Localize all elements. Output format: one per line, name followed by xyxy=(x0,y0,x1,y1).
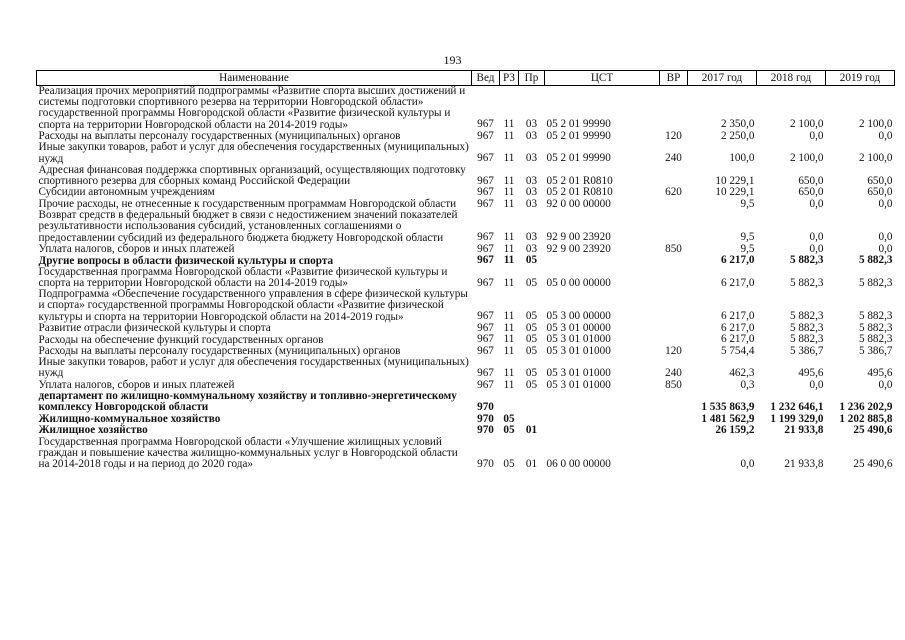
row-pr-cell: 03 xyxy=(525,242,538,255)
row-2018-cell: 5 882,3 xyxy=(789,276,824,289)
row-2019-cell: 1 236 202,9 xyxy=(839,401,893,414)
page-number: 193 xyxy=(443,53,462,67)
row-cst-cell: 05 3 01 01000 xyxy=(546,378,611,391)
row-name-cell: департамент по жилищно-коммунальному хозяйству и топливно-энергетическому комплексу Новгородской области xyxy=(38,390,457,414)
header-2017: 2017 год xyxy=(688,71,757,86)
row-ved-cell: 967 xyxy=(477,197,494,210)
row-cst-cell: 05 2 01 R0810 xyxy=(546,174,613,187)
row-2018-cell: 0,0 xyxy=(809,242,824,255)
row-2019-cell: 5 882,3 xyxy=(858,254,893,267)
row-2017-cell: 100,0 xyxy=(729,152,755,165)
row-name-cell: Жилищное хозяйство xyxy=(38,424,148,437)
row-pr-cell xyxy=(519,391,545,413)
row-cst-cell: 05 3 01 01000 xyxy=(546,333,611,346)
row-name-cell: Другие вопросы в области физической культуры и спорта xyxy=(38,254,334,267)
table-row xyxy=(37,289,895,323)
header-cst: ЦСТ xyxy=(545,71,660,86)
row-name-cell: Уплата налогов, сборов и иных платежей xyxy=(38,378,235,391)
row-rz-cell: 11 xyxy=(503,242,515,255)
row-pr-cell: 01 xyxy=(525,457,538,470)
header-pr: Пр xyxy=(519,71,545,86)
row-rz-cell: 05 xyxy=(503,457,515,470)
row-rz-cell xyxy=(500,391,519,413)
row-rz-cell: 05 xyxy=(503,424,515,437)
row-name-cell: Расходы на выплаты персоналу государственных (муниципальных) органов xyxy=(38,130,401,143)
row-cst-cell: 05 2 01 99990 xyxy=(546,152,611,165)
table-row xyxy=(37,244,895,256)
row-cst-cell: 05 2 01 99990 xyxy=(546,129,611,142)
row-2018-cell: 2 100,0 xyxy=(789,118,824,131)
row-pr-cell: 05 xyxy=(525,310,538,323)
row-2019-cell: 2 100,0 xyxy=(858,118,893,131)
row-2018-cell: 0,0 xyxy=(809,129,824,142)
row-rz-cell: 05 xyxy=(503,412,515,425)
table-row xyxy=(37,187,895,199)
row-2018-cell: 2 100,0 xyxy=(789,152,824,165)
row-name-cell: Расходы на выплаты персоналу государственных (муниципальных) органов xyxy=(38,345,401,358)
row-2017-cell: 9,5 xyxy=(740,242,755,255)
row-cst-cell: 05 3 00 00000 xyxy=(546,310,611,323)
row-2017-cell: 6 217,0 xyxy=(720,310,755,323)
row-2018-cell: 5 882,3 xyxy=(789,254,824,267)
row-name-cell: Жилищно-коммунальное хозяйство xyxy=(38,412,221,425)
row-ved-cell: 967 xyxy=(477,242,494,255)
row-2019-cell: 0,0 xyxy=(878,197,893,210)
row-2018-cell: 650,0 xyxy=(798,174,824,187)
row-2019-cell: 5 882,3 xyxy=(858,310,893,323)
row-rz-cell: 11 xyxy=(503,174,515,187)
table-row xyxy=(37,323,895,335)
row-2019-cell: 0,0 xyxy=(878,231,893,244)
row-vr-cell: 120 xyxy=(665,344,682,357)
row-pr-cell: 05 xyxy=(525,378,538,391)
table-row xyxy=(37,391,895,413)
table-row xyxy=(37,255,895,267)
row-rz-cell: 11 xyxy=(503,254,515,267)
row-name-cell: Прочие расходы, не отнесенные к государственным программам Новгородской области xyxy=(38,197,457,210)
table-row xyxy=(37,357,895,379)
row-2017-cell: 0,3 xyxy=(740,378,755,391)
row-2017-cell: 26 159,2 xyxy=(715,424,755,437)
table-row xyxy=(37,165,895,187)
row-2017-cell: 10 229,1 xyxy=(715,174,755,187)
row-pr-cell: 05 xyxy=(525,254,538,267)
row-name-cell: Подпрограмма «Обеспечение государственного управления в сфере физической культуры и спорта» государственной программы Новгородской области «Развитие физической культуры и спорта на территории Новгородской области на 2014-2019 годы» xyxy=(38,288,468,323)
row-cst-cell: 06 0 00 00000 xyxy=(546,457,611,470)
row-vr-cell xyxy=(660,414,688,426)
row-cst-cell: 05 3 01 01000 xyxy=(546,344,611,357)
row-cst-cell: 05 3 01 00000 xyxy=(546,321,611,334)
row-cst-cell: 92 9 00 23920 xyxy=(546,242,611,255)
row-rz-cell: 11 xyxy=(503,378,515,391)
table-row xyxy=(37,210,895,244)
row-name-cell: Возврат средств в федеральный бюджет в связи с недостижением значений показателей результативности использования субсидий, установленных соглашениями о предоставлении субсидий из федерального бюджета бюджету Новгородской области xyxy=(38,209,458,244)
row-2018-cell: 0,0 xyxy=(809,197,824,210)
row-cst-cell: 05 2 01 99990 xyxy=(546,118,611,131)
row-pr-cell: 05 xyxy=(525,367,538,380)
row-2019-cell: 495,6 xyxy=(867,367,893,380)
row-ved-cell: 967 xyxy=(477,378,494,391)
row-rz-cell: 11 xyxy=(503,344,515,357)
row-ved-cell: 967 xyxy=(477,276,494,289)
row-2017-cell: 2 250,0 xyxy=(720,129,755,142)
table-header-row xyxy=(37,71,895,86)
row-cst-cell xyxy=(545,425,660,437)
row-name-cell: Иные закупки товаров, работ и услуг для обеспечения государственных (муниципальных) нужд xyxy=(38,356,469,380)
row-ved-cell: 967 xyxy=(477,344,494,357)
row-vr-cell xyxy=(660,255,688,267)
row-2019-cell: 25 490,6 xyxy=(853,457,893,470)
row-2017-cell: 0,0 xyxy=(740,457,755,470)
row-2017-cell: 1 535 863,9 xyxy=(701,401,755,414)
row-pr-cell: 03 xyxy=(525,186,538,199)
row-2019-cell: 5 882,3 xyxy=(858,321,893,334)
row-ved-cell: 970 xyxy=(477,457,494,470)
row-2019-cell: 5 882,3 xyxy=(858,333,893,346)
row-2019-cell: 5 386,7 xyxy=(858,344,893,357)
row-2017-cell: 5 754,4 xyxy=(720,344,755,357)
row-vr-cell: 120 xyxy=(665,129,682,142)
row-name-cell: Государственная программа Новгородской области «Улучшение жилищных условий граждан и повышение качества жилищно-коммунальных услуг в Новгородской области на 2014-2018 годы и на период до 2020 года» xyxy=(38,435,458,470)
row-ved-cell: 967 xyxy=(477,231,494,244)
row-2019-cell: 0,0 xyxy=(878,242,893,255)
row-vr-cell xyxy=(660,165,688,187)
row-2017-cell: 462,3 xyxy=(729,367,755,380)
row-2018-cell: 5 882,3 xyxy=(789,321,824,334)
header-2019: 2019 год xyxy=(826,71,895,86)
row-ved-cell: 967 xyxy=(477,129,494,142)
row-rz-cell: 11 xyxy=(503,367,515,380)
row-rz-cell: 11 xyxy=(503,231,515,244)
row-rz-cell: 11 xyxy=(503,321,515,334)
row-2018-cell: 5 882,3 xyxy=(789,310,824,323)
row-2019-cell: 5 882,3 xyxy=(858,276,893,289)
row-vr-cell: 620 xyxy=(665,186,682,199)
row-ved-cell: 967 xyxy=(477,321,494,334)
row-vr-cell xyxy=(660,425,688,437)
row-2018-cell: 650,0 xyxy=(798,186,824,199)
row-pr-cell: 03 xyxy=(525,231,538,244)
row-pr-cell: 01 xyxy=(525,424,538,437)
row-cst-cell xyxy=(545,255,660,267)
row-2018-cell: 0,0 xyxy=(809,231,824,244)
row-cst-cell xyxy=(545,414,660,426)
row-ved-cell: 967 xyxy=(477,152,494,165)
row-rz-cell: 11 xyxy=(503,186,515,199)
row-vr-cell xyxy=(660,267,688,289)
row-ved-cell: 970 xyxy=(477,401,494,414)
table-row xyxy=(37,437,895,471)
row-vr-cell xyxy=(660,199,688,211)
row-2019-cell: 0,0 xyxy=(878,129,893,142)
row-2017-cell: 6 217,0 xyxy=(720,333,755,346)
row-vr-cell: 240 xyxy=(665,367,682,380)
row-name-cell: Адресная финансовая поддержка спортивных организаций, осуществляющих подготовку спортивного резерва для сборных команд Российской Федерации xyxy=(38,163,466,187)
row-2019-cell: 25 490,6 xyxy=(853,424,893,437)
table-row xyxy=(37,86,895,131)
header-rz: РЗ xyxy=(500,71,519,86)
row-pr-cell: 03 xyxy=(525,197,538,210)
row-vr-cell xyxy=(660,437,688,471)
row-pr-cell: 05 xyxy=(525,321,538,334)
row-2019-cell: 650,0 xyxy=(867,186,893,199)
row-rz-cell: 11 xyxy=(503,197,515,210)
table-row xyxy=(37,142,895,164)
row-name-cell: Развитие отрасли физической культуры и спорта xyxy=(38,322,271,335)
row-cst-cell: 05 0 00 00000 xyxy=(546,276,611,289)
header-name: Наименование xyxy=(37,71,472,86)
row-ved-cell: 967 xyxy=(477,367,494,380)
row-2017-cell: 6 217,0 xyxy=(720,321,755,334)
row-ved-cell: 967 xyxy=(477,310,494,323)
row-2018-cell: 1 232 646,1 xyxy=(770,401,824,414)
row-pr-cell: 05 xyxy=(525,344,538,357)
row-ved-cell: 967 xyxy=(477,333,494,346)
row-name-cell: Субсидии автономным учреждениям xyxy=(38,186,215,199)
row-name-cell: Государственная программа Новгородской области «Развитие физической культуры и спорта на территории Новгородской области на 2014-2019 годы» xyxy=(38,265,448,289)
header-2018: 2018 год xyxy=(757,71,826,86)
row-vr-cell xyxy=(660,210,688,244)
row-pr-cell: 03 xyxy=(525,174,538,187)
row-ved-cell: 967 xyxy=(477,118,494,131)
table-row xyxy=(37,425,895,437)
row-vr-cell xyxy=(660,289,688,323)
row-ved-cell: 970 xyxy=(477,412,494,425)
row-cst-cell xyxy=(545,391,660,413)
row-2018-cell: 21 933,8 xyxy=(784,424,824,437)
row-2017-cell: 9,5 xyxy=(740,231,755,244)
row-cst-cell: 92 0 00 00000 xyxy=(546,197,611,210)
row-2018-cell: 5 386,7 xyxy=(789,344,824,357)
row-vr-cell: 850 xyxy=(665,242,682,255)
row-2017-cell: 10 229,1 xyxy=(715,186,755,199)
row-rz-cell: 11 xyxy=(503,276,515,289)
row-2018-cell: 495,6 xyxy=(798,367,824,380)
row-rz-cell: 11 xyxy=(503,129,515,142)
row-name-cell: Иные закупки товаров, работ и услуг для обеспечения государственных (муниципальных) нужд xyxy=(38,141,469,165)
row-2019-cell: 1 202 885,8 xyxy=(839,412,893,425)
row-pr-cell: 03 xyxy=(525,152,538,165)
row-vr-cell: 240 xyxy=(665,152,682,165)
row-2017-cell: 6 217,0 xyxy=(720,276,755,289)
row-2017-cell: 6 217,0 xyxy=(720,254,755,267)
table-row xyxy=(37,414,895,426)
row-rz-cell: 11 xyxy=(503,152,515,165)
row-2018-cell: 21 933,8 xyxy=(784,457,824,470)
row-name-cell: Реализация прочих мероприятий подпрограммы «Развитие спорта высших достижений и системы подготовки спортивного резерва на территории Новгородской области» государственной программы Новгородской области «Развитие физической культуры и спорта на территории Новгородской области на 2014-2019 годы» xyxy=(38,85,466,131)
row-2018-cell: 0,0 xyxy=(809,378,824,391)
row-2019-cell: 2 100,0 xyxy=(858,152,893,165)
row-vr-cell: 850 xyxy=(665,378,682,391)
row-2018-cell: 1 199 329,0 xyxy=(770,412,824,425)
row-2019-cell: 650,0 xyxy=(867,174,893,187)
row-vr-cell xyxy=(660,391,688,413)
row-name-cell: Уплата налогов, сборов и иных платежей xyxy=(38,243,235,256)
table-body xyxy=(37,86,895,471)
row-ved-cell: 970 xyxy=(477,424,494,437)
row-cst-cell: 05 3 01 01000 xyxy=(546,367,611,380)
table-row xyxy=(37,267,895,289)
row-pr-cell: 05 xyxy=(525,276,538,289)
row-2019-cell: 0,0 xyxy=(878,378,893,391)
row-vr-cell xyxy=(660,86,688,131)
row-pr-cell: 05 xyxy=(525,333,538,346)
row-pr-cell: 03 xyxy=(525,118,538,131)
row-2017-cell: 9,5 xyxy=(740,197,755,210)
row-name-cell: Расходы на обеспечение функций государственных органов xyxy=(38,333,324,346)
row-rz-cell: 11 xyxy=(503,118,515,131)
row-pr-cell: 03 xyxy=(525,129,538,142)
row-ved-cell: 967 xyxy=(477,186,494,199)
row-ved-cell: 967 xyxy=(477,254,494,267)
header-ved: Вед xyxy=(472,71,500,86)
header-vr: ВР xyxy=(660,71,688,86)
row-vr-cell xyxy=(660,323,688,335)
budget-table xyxy=(36,70,895,470)
row-2017-cell: 2 350,0 xyxy=(720,118,755,131)
row-2017-cell: 1 481 562,9 xyxy=(701,412,755,425)
row-rz-cell: 11 xyxy=(503,333,515,346)
row-ved-cell: 967 xyxy=(477,174,494,187)
row-rz-cell: 11 xyxy=(503,310,515,323)
row-cst-cell: 92 9 00 23920 xyxy=(546,231,611,244)
table-row xyxy=(37,334,895,346)
row-2018-cell: 5 882,3 xyxy=(789,333,824,346)
row-cst-cell: 05 2 01 R0810 xyxy=(546,186,613,199)
